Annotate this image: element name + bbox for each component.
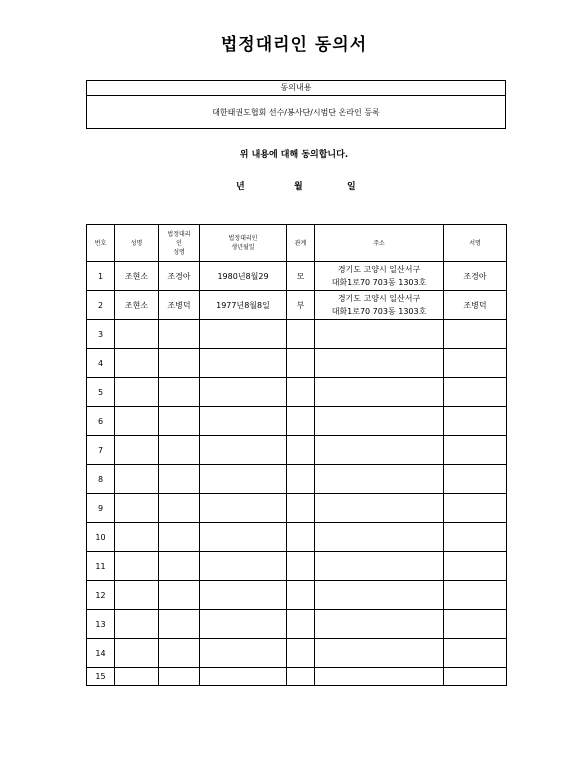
table-header-row: [87, 225, 507, 262]
row-relation: [287, 523, 315, 552]
row-no: 11: [87, 552, 115, 581]
row-no: 14: [87, 639, 115, 668]
row-no: 2: [87, 291, 115, 320]
row-signature: 조경아: [444, 262, 507, 291]
table-row: [87, 552, 507, 581]
row-relation: [287, 349, 315, 378]
row-no: 15: [87, 668, 115, 686]
row-address: [315, 262, 444, 291]
row-no: 3: [87, 320, 115, 349]
table-row: [87, 610, 507, 639]
table-row: [87, 465, 507, 494]
row-signature: [444, 320, 507, 349]
row-relation: [287, 465, 315, 494]
table-row: [87, 349, 507, 378]
row-guardian-birth: [200, 349, 287, 378]
row-no: 7: [87, 436, 115, 465]
row-name: [115, 610, 159, 639]
row-signature: [444, 436, 507, 465]
row-address: [315, 349, 444, 378]
row-address: [315, 523, 444, 552]
row-signature: [444, 668, 507, 686]
table-row: [87, 378, 507, 407]
row-relation: [287, 610, 315, 639]
row-address: [315, 552, 444, 581]
row-signature: [444, 639, 507, 668]
row-no: 1: [87, 262, 115, 291]
row-guardian-name: [159, 407, 200, 436]
row-signature: [444, 494, 507, 523]
header-guardian-birth: [200, 225, 287, 262]
row-signature: [444, 378, 507, 407]
row-relation: [287, 668, 315, 686]
row-no: 4: [87, 349, 115, 378]
row-guardian-name: [159, 610, 200, 639]
row-address-line1: 경기도 고양시 일산서구: [337, 294, 421, 303]
header-relation: 관계: [287, 225, 315, 262]
row-guardian-birth: [200, 320, 287, 349]
table-row: [87, 436, 507, 465]
row-address-line2: 대화1로70 703동 1303호: [331, 278, 427, 287]
row-guardian-birth: [200, 581, 287, 610]
row-guardian-birth: [200, 610, 287, 639]
row-address: [315, 610, 444, 639]
row-relation: [287, 436, 315, 465]
row-relation: [287, 639, 315, 668]
header-guardian-name: [159, 225, 200, 262]
row-name: [115, 349, 159, 378]
row-address: [315, 668, 444, 686]
row-relation: [287, 581, 315, 610]
row-guardian-birth: [200, 407, 287, 436]
table-row: [87, 639, 507, 668]
header-guardian-name-line1: 법정대리: [167, 230, 191, 238]
row-guardian-birth: [200, 523, 287, 552]
row-no: 9: [87, 494, 115, 523]
header-signature: 서명: [444, 225, 507, 262]
row-name: [115, 465, 159, 494]
row-relation: 부: [287, 291, 315, 320]
row-name: [115, 320, 159, 349]
row-no: 8: [87, 465, 115, 494]
table-row: [87, 407, 507, 436]
row-guardian-name: [159, 494, 200, 523]
row-guardian-birth: 1977년8월8일: [200, 291, 287, 320]
row-relation: 모: [287, 262, 315, 291]
row-name: 조현소: [115, 262, 159, 291]
row-no: 10: [87, 523, 115, 552]
row-address: [315, 291, 444, 320]
row-guardian-birth: [200, 465, 287, 494]
row-signature: [444, 581, 507, 610]
row-guardian-name: [159, 378, 200, 407]
row-address: [315, 465, 444, 494]
row-address: [315, 639, 444, 668]
agree-statement: 위 내용에 대해 동의합니다.: [239, 150, 349, 160]
date-day-label: 일: [347, 182, 356, 192]
row-signature: [444, 610, 507, 639]
row-no: 5: [87, 378, 115, 407]
row-guardian-birth: [200, 378, 287, 407]
header-name: 성명: [115, 225, 159, 262]
row-guardian-name: [159, 581, 200, 610]
row-name: [115, 668, 159, 686]
row-address: [315, 581, 444, 610]
header-guardian-birth-line1: 법정대리인: [228, 235, 258, 242]
row-relation: [287, 494, 315, 523]
date-month-label: 월: [294, 182, 303, 192]
row-guardian-name: [159, 436, 200, 465]
row-address: [315, 407, 444, 436]
row-name: [115, 581, 159, 610]
row-guardian-name: [159, 639, 200, 668]
row-name: [115, 436, 159, 465]
header-guardian-name-line3: 성명: [173, 248, 185, 256]
row-relation: [287, 407, 315, 436]
row-address: [315, 436, 444, 465]
row-guardian-name: [159, 523, 200, 552]
table-row: [87, 523, 507, 552]
consent-box: [86, 80, 506, 129]
header-guardian-birth-line2: 생년월일: [231, 244, 255, 251]
row-guardian-name: 조경아: [159, 262, 200, 291]
row-signature: [444, 407, 507, 436]
guardian-table: [86, 224, 507, 686]
row-relation: [287, 378, 315, 407]
table-row: [87, 262, 507, 291]
row-address: [315, 320, 444, 349]
row-guardian-birth: [200, 494, 287, 523]
table-row: [87, 320, 507, 349]
row-signature: 조병덕: [444, 291, 507, 320]
table-row: [87, 581, 507, 610]
row-address-line2: 대화1로70 703동 1303호: [331, 307, 427, 316]
header-address: 주소: [315, 225, 444, 262]
row-name: [115, 378, 159, 407]
header-no: 번호: [87, 225, 115, 262]
row-no: 6: [87, 407, 115, 436]
row-address: [315, 378, 444, 407]
row-address: [315, 494, 444, 523]
row-guardian-name: [159, 320, 200, 349]
row-no: 12: [87, 581, 115, 610]
row-address-line1: 경기도 고양시 일산서구: [337, 265, 421, 274]
row-signature: [444, 523, 507, 552]
row-guardian-birth: [200, 436, 287, 465]
row-signature: [444, 349, 507, 378]
row-guardian-name: 조병덕: [159, 291, 200, 320]
header-guardian-name-line2: 인: [176, 239, 182, 247]
row-name: [115, 639, 159, 668]
row-guardian-birth: [200, 639, 287, 668]
row-guardian-name: [159, 465, 200, 494]
row-guardian-birth: [200, 668, 287, 686]
row-name: [115, 523, 159, 552]
consent-text: 대한태권도협회 선수/봉사단/시범단 온라인 등록: [212, 108, 380, 117]
document-title: 법정대리인 동의서: [220, 35, 368, 55]
row-no: 13: [87, 610, 115, 639]
row-name: [115, 552, 159, 581]
row-relation: [287, 552, 315, 581]
table-row: [87, 494, 507, 523]
consent-header: 동의내용: [87, 81, 505, 96]
row-guardian-name: [159, 552, 200, 581]
table-row: [87, 291, 507, 320]
row-name: [115, 494, 159, 523]
row-guardian-birth: 1980년8월29: [200, 262, 287, 291]
date-year-label: 년: [236, 182, 245, 192]
row-guardian-name: [159, 668, 200, 686]
row-guardian-name: [159, 349, 200, 378]
table-row: [87, 668, 507, 686]
row-relation: [287, 320, 315, 349]
row-name: [115, 407, 159, 436]
row-signature: [444, 552, 507, 581]
row-name: 조현소: [115, 291, 159, 320]
row-guardian-birth: [200, 552, 287, 581]
row-signature: [444, 465, 507, 494]
